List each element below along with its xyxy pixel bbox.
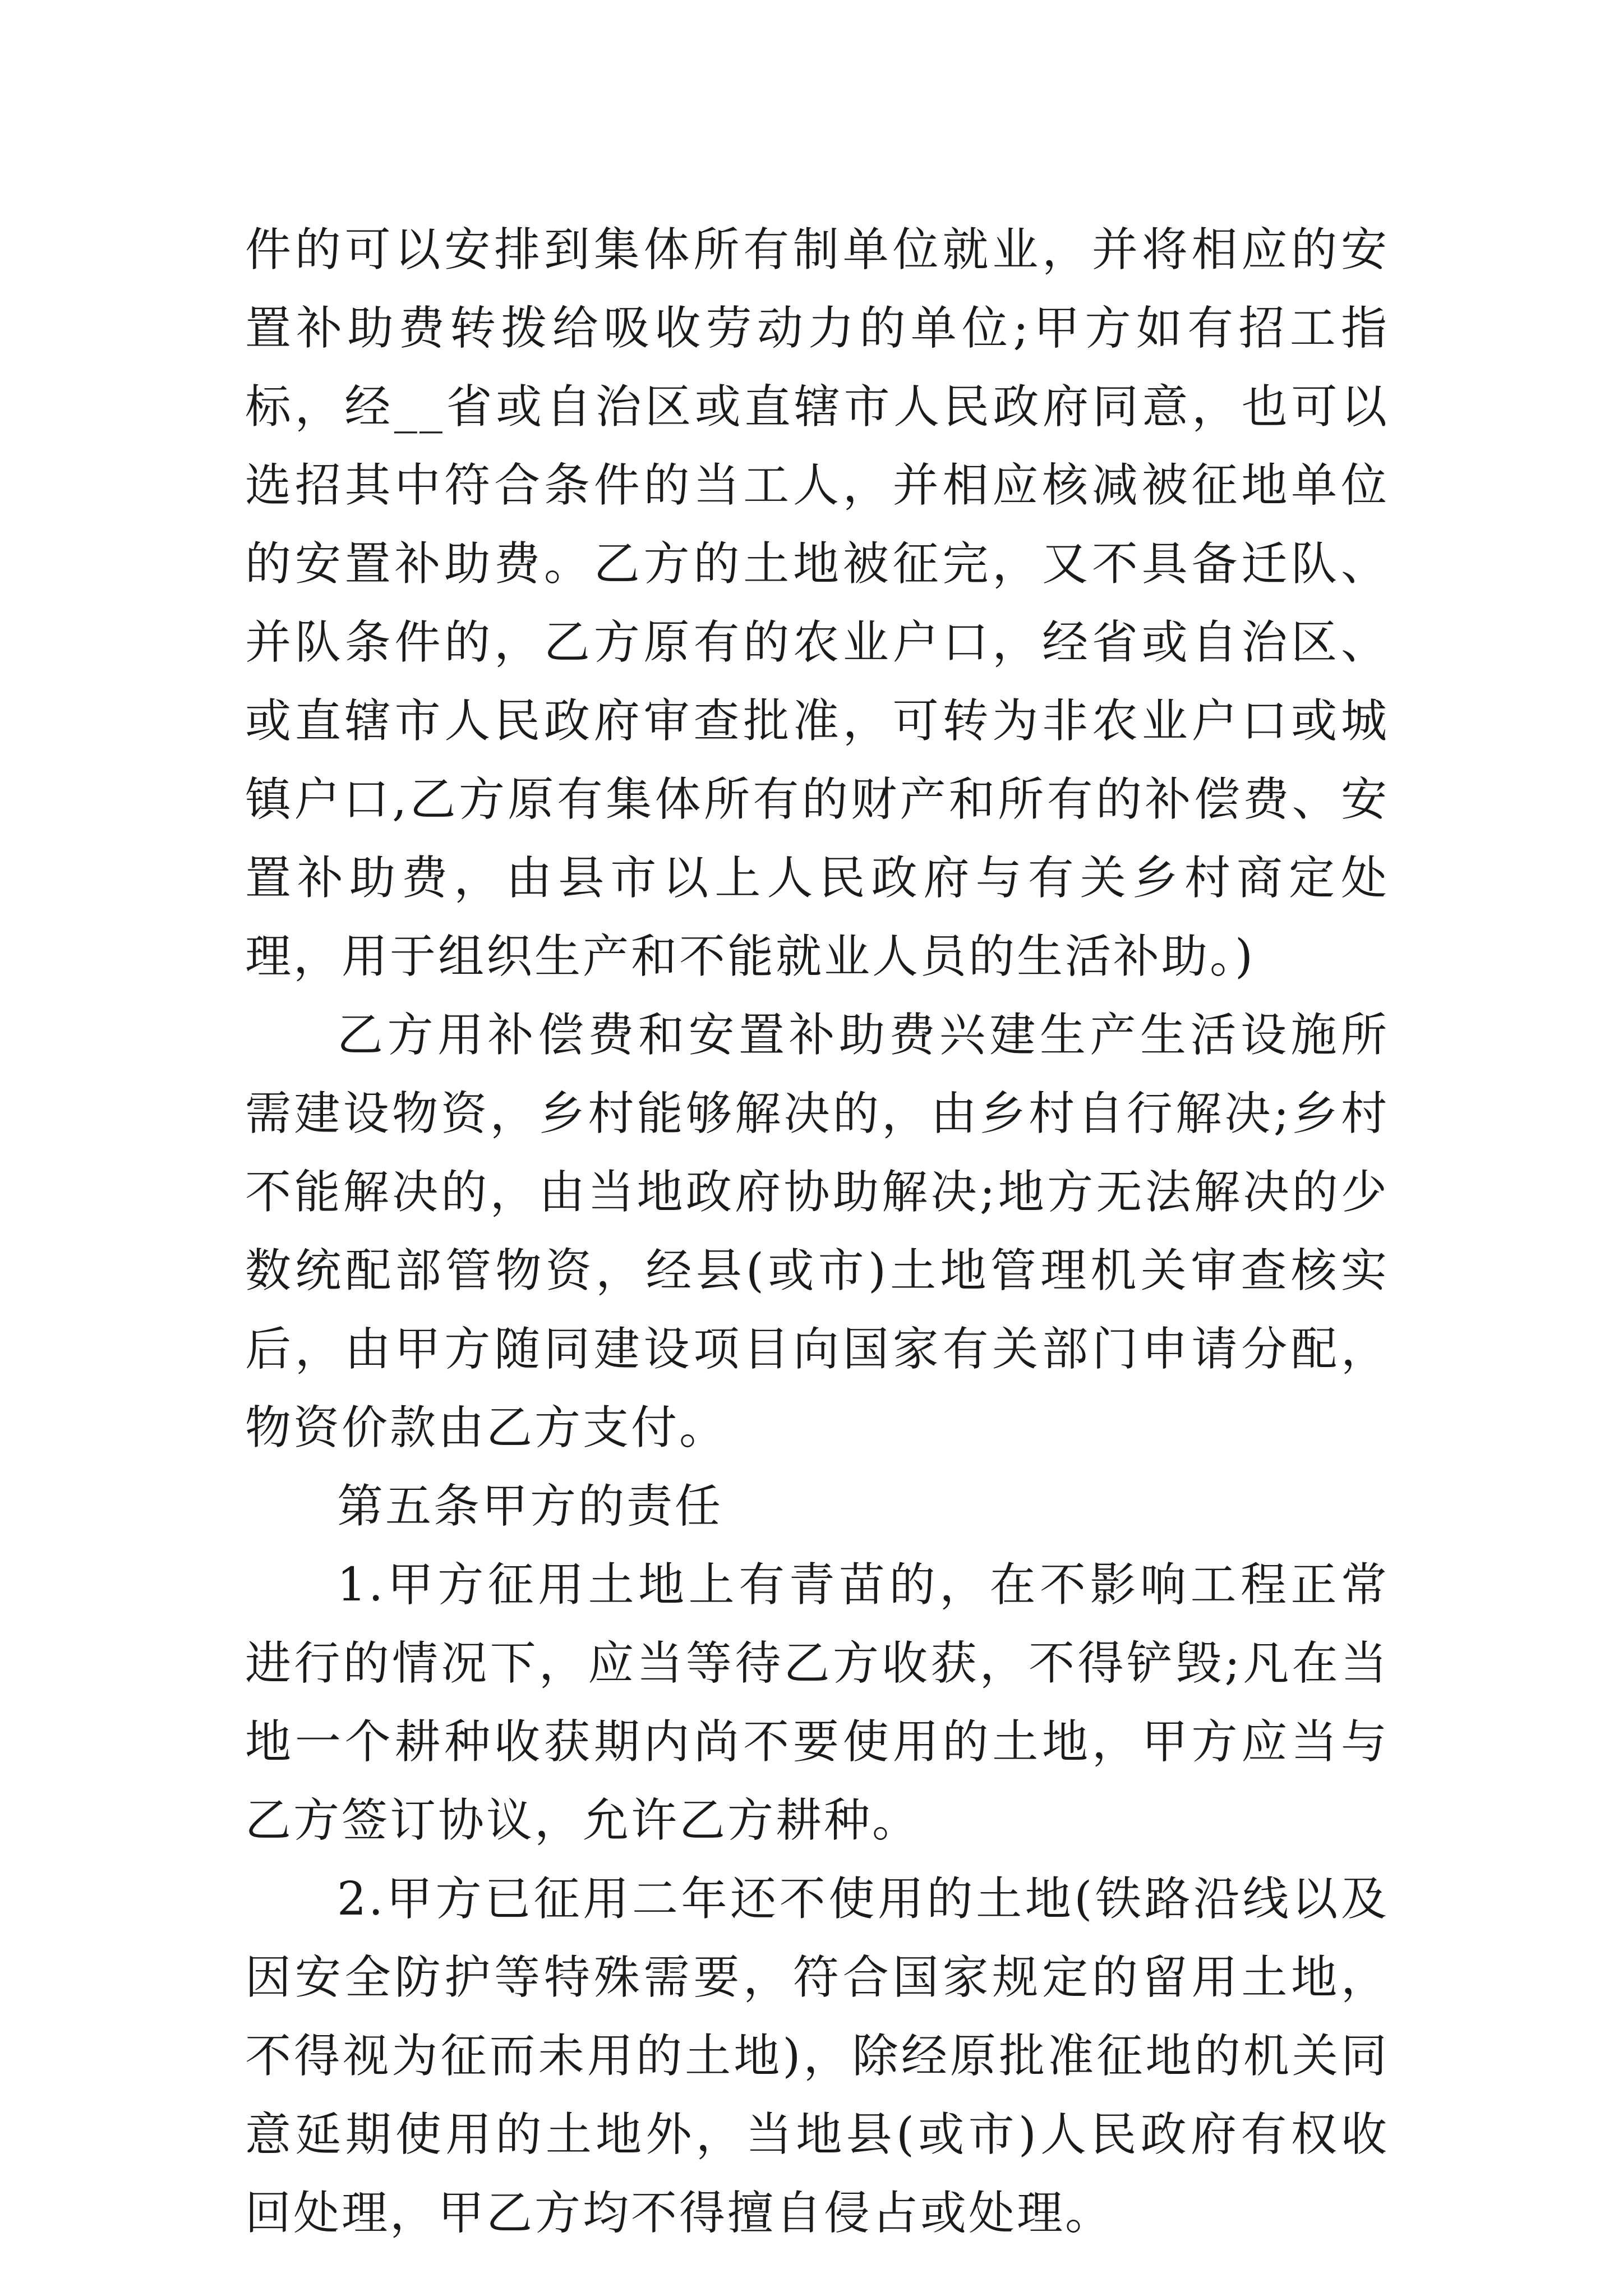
article-heading: 第五条甲方的责任 [337,1480,723,1533]
paragraph-clause-1: 1.甲方征用土地上有青苗的，在不影响工程正常进行的情况下，应当等待乙方收获，不得铲毁;凡在当地一个耕种收获期内尚不要使用的土地，甲方应当与乙方签订协议，允许乙方耕种。 [245,1558,1389,1847]
paragraph-continuation: 件的可以安排到集体所有制单位就业，并将相应的安置补助费转拨给吸收劳动力的单位;甲方如有招工指标，经__省或自治区或直辖市人民政府同意，也可以选招其中符合条件的当工人，并相应核减被征地单位的安置补助费。乙方的土地被征完，又不具备迁队、并队条件的，乙方原有的农业户口，经省或自治区、或直辖市人民政府审查批准，可转为非农业户口或城镇户口,乙方原有集体所有的财产和所有的补偿费、安置补助费，由县市以上人民政府与有关乡村商定处理，用于组织生产和不能就业人员的生活补助。) [245,223,1389,983]
paragraph-clause-2: 2.甲方已征用二年还不使用的土地(铁路沿线以及因安全防护等特殊需要，符合国家规定的留用土地，不得视为征而未用的土地)，除经原批准征地的机关同意延期使用的土地外，当地县(或市)人民政府有权收回处理，甲乙方均不得擅自侵占或处理。 [245,1872,1389,2240]
document-body [245,211,1389,2253]
paragraph-construction-materials: 乙方用补偿费和安置补助费兴建生产生活设施所需建设物资，乡村能够解决的，由乡村自行解决;乡村不能解决的，由当地政府协助解决;地方无法解决的少数统配部管物资，经县(或市)土地管理机关审查核实后，由甲方随同建设项目向国家有关部门申请分配，物资价款由乙方支付。 [245,1009,1389,1455]
